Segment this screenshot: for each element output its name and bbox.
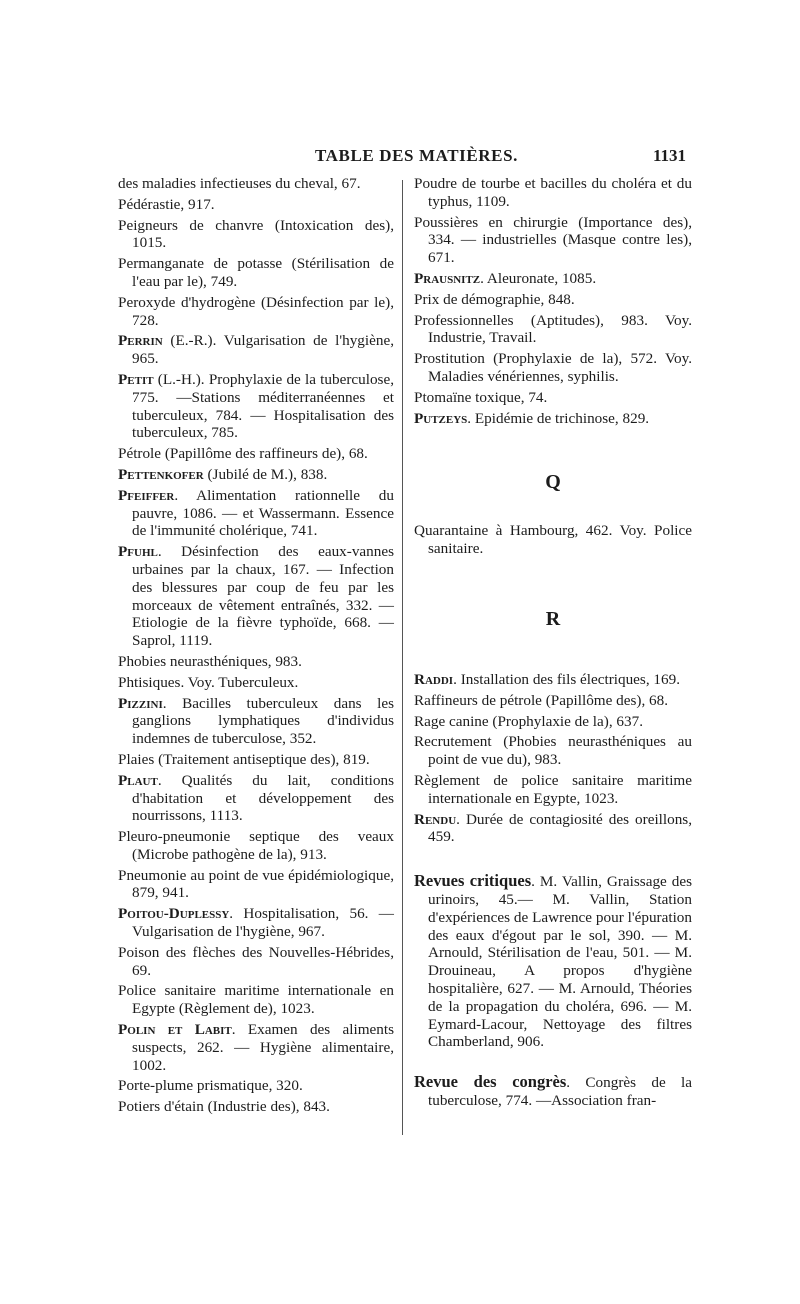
column-divider xyxy=(402,180,403,1135)
revue-congres-entry: Revue des congrès. Congrès de la tuberculose, 774. —Association fran- xyxy=(414,1072,692,1109)
index-entry: Quarantaine à Hambourg, 462. Voy. Police sanitaire. xyxy=(414,522,692,558)
index-entry: Peroxyde d'hydrogène (Désinfection par le), 728. xyxy=(118,293,394,329)
index-entry: Professionnelles (Aptitudes), 983. Voy. Industrie, Travail. xyxy=(414,311,692,347)
index-entry: Petit (L.-H.). Prophylaxie de la tuberculose, 775. —Stations méditerranéennes et tuberculeux, 784. — Hospitalisation des tuberculeux, 785. xyxy=(118,370,394,442)
right-column xyxy=(414,175,692,1113)
index-entry: Pizzini. Bacilles tuberculeux dans les ganglions lymphatiques d'individus indemnes de tuberculose, 352. xyxy=(118,694,394,748)
index-entry: Permanganate de potasse (Stérilisation de l'eau par le), 749. xyxy=(118,255,394,290)
section-letter-r: R xyxy=(545,607,561,630)
index-entry: Raffineurs de pétrole (Papillôme des), 68. xyxy=(414,691,669,709)
index-entry: Pétrole (Papillôme des raffineurs de), 68. xyxy=(118,445,368,463)
index-entry: des maladies infectieuses du cheval, 67. xyxy=(118,175,361,192)
index-entry: Raddi. Installation des fils électriques, 169. xyxy=(414,670,681,688)
index-entry: Poudre de tourbe et bacilles du choléra et du typhus, 1109. xyxy=(414,175,692,210)
index-entry: Règlement de police sanitaire maritime internationale en Egypte, 1023. xyxy=(414,771,692,807)
running-title: TABLE DES MATIÈRES. xyxy=(315,146,519,165)
index-entry: Prostitution (Prophylaxie de la), 572. Voy. Maladies vénériennes, syphilis. xyxy=(414,350,692,385)
index-entry: Phobies neurasthéniques, 983. xyxy=(118,652,302,670)
index-entry: Porte-plume prismatique, 320. xyxy=(118,1077,303,1095)
index-entry: Pfuhl. Désinfection des eaux-vannes urbaines par la chaux, 167. — Infection des blessures par coup de feu par les morceaux de vêtement entraînés, 332. —Etiologie de la fièvre typhoïde, 668. — Saprol, 1119. xyxy=(118,543,394,650)
index-entry: Pédérastie, 917. xyxy=(118,195,215,213)
index-entry: Putzeys. Epidémie de trichinose, 829. xyxy=(414,409,650,427)
index-entry: Pneumonie au point de vue épidémiologique, 879, 941. xyxy=(118,866,394,902)
index-entry: Perrin (E.-R.). Vulgarisation de l'hygiène, 965. xyxy=(118,332,394,368)
index-entry: Pfeiffer. Alimentation rationnelle du pauvre, 1086. — et Wassermann. Essence de l'immunité cholérique, 741. xyxy=(118,486,394,540)
index-entry: Polin et Labit. Examen des aliments suspects, 262. — Hygiène alimentaire, 1002. xyxy=(118,1021,394,1074)
index-entry: Phtisiques. Voy. Tuberculeux. xyxy=(118,673,299,691)
index-entry: Poitou-Duplessy. Hospitalisation, 56. — Vulgarisation de l'hygiène, 967. xyxy=(118,905,394,941)
index-entry: Ptomaïne toxique, 74. xyxy=(414,388,548,406)
page-number: 1131 xyxy=(652,146,686,165)
index-entry: Police sanitaire maritime internationale en Egypte (Règlement de), 1023. xyxy=(118,982,394,1018)
index-entry: Recrutement (Phobies neurasthéniques au point de vue du), 983. xyxy=(414,733,692,769)
index-entry: Prausnitz. Aleuronate, 1085. xyxy=(414,269,597,287)
index-entry: Plaies (Traitement antiseptique des), 819. xyxy=(118,750,370,768)
index-entry: Peigneurs de chanvre (Intoxication des), 1015. xyxy=(118,216,394,252)
index-entry: Prix de démographie, 848. xyxy=(414,290,575,308)
page-header xyxy=(120,146,690,170)
index-entry: Potiers d'étain (Industrie des), 843. xyxy=(118,1098,330,1116)
index-entry: Plaut. Qualités du lait, conditions d'habitation et développement des nourrissons, 1113. xyxy=(118,771,394,825)
index-entry: Pleuro-pneumonie septique des veaux (Microbe pathogène de la), 913. xyxy=(118,828,394,863)
left-column xyxy=(118,175,394,1119)
index-entry: Pettenkofer (Jubilé de M.), 838. xyxy=(118,465,328,483)
index-entry: Rendu. Durée de contagiosité des oreillons, 459. xyxy=(414,810,692,846)
revues-critiques-entry: Revues critiques. M. Vallin, Graissage des urinoirs, 45.— M. Vallin, Station d'expériences de Lawrence pour l'épuration des eaux d'égout par le sol, 390. — M. Arnould, Stérilisation de l'eau, 501. — M. Drouineau, A propos d'hygiène hospitalière, 627. — M. Arnould, Théories de la propagation du choléra, 696. — M. Eymard-Lacour, Nettoyage des filtres Chamberland, 906. xyxy=(414,871,692,1051)
index-entry: Poison des flèches des Nouvelles-Hébrides, 69. xyxy=(118,943,394,979)
index-entry: Poussières en chirurgie (Importance des), 334. — industrielles (Masque contre les), 671. xyxy=(414,213,692,267)
index-entry: Rage canine (Prophylaxie de la), 637. xyxy=(414,712,643,730)
section-letter-q: Q xyxy=(545,471,561,494)
